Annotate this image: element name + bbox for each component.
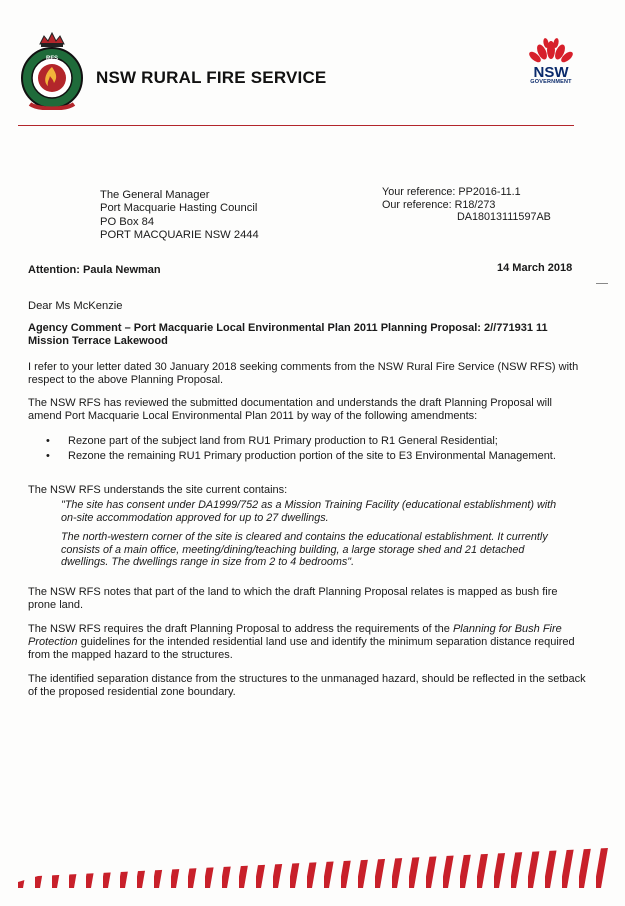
amendment-list	[46, 434, 586, 464]
publication-title: Planning for Bush Fire Protection	[28, 623, 562, 648]
reference-block	[382, 186, 551, 224]
paragraph: The NSW RFS understands the site current contains:	[28, 484, 288, 496]
salutation: Dear Ms McKenzie	[28, 300, 123, 312]
nsw-rfs-crest-icon	[16, 30, 88, 110]
recipient-line: The General Manager	[100, 189, 210, 201]
subject-line: Agency Comment – Port Macquarie Local Environmental Plan 2011 Planning Proposal: 2//771931 11 Mission Terrace Lakewood	[28, 322, 548, 347]
attention-line: Attention: Paula Newman	[28, 264, 161, 276]
nsw-logo-subtitle: GOVERNMENT	[530, 79, 572, 85]
letter-date: 14 March 2018	[497, 262, 573, 274]
our-reference: Our reference: R18/273	[382, 198, 496, 211]
document-id: DA18013111597AB	[457, 211, 551, 224]
fold-mark	[596, 283, 608, 284]
paragraph: The NSW RFS notes that part of the land to which the draft Planning Proposal relates is mapped as bush fire prone land.	[28, 586, 558, 611]
recipient-address	[100, 189, 259, 243]
paragraph: The NSW RFS has reviewed the submitted documentation and understands the draft Planning Proposal will amend Port Macquarie Local Environmental Plan 2011 by way of the following amendments:	[28, 397, 553, 422]
quoted-text: "The site has consent under DA1999/752 as a Mission Training Facility (educational establishment) with on-site accommodation approved for up to 27 dwellings.	[61, 499, 557, 524]
list-item: • Rezone the remaining RU1 Primary production portion of the site to E3 Environmental Management.	[46, 449, 586, 464]
paragraph-text: The NSW RFS requires the draft Planning Proposal to address the requirements of the	[28, 623, 453, 635]
paragraph: I refer to your letter dated 30 January 2018 seeking comments from the NSW Rural Fire Service (NSW RFS) with respect to the above Planning Proposal.	[28, 361, 579, 386]
recipient-line: Port Macquarie Hasting Council	[100, 202, 258, 215]
paragraph	[28, 623, 588, 662]
header-divider	[18, 125, 574, 126]
nsw-logo-wordmark: NSW	[533, 64, 569, 81]
paragraph-text: guidelines for the intended residential land use and identify the minimum separation distance required from the mapped hazard to the structures.	[28, 636, 575, 661]
footer-stripe-band	[18, 842, 608, 888]
your-reference: Your reference: PP2016-11.1	[382, 186, 521, 198]
list-item: • Rezone part of the subject land from RU1 Primary production to R1 General Residential;	[46, 434, 586, 449]
quoted-text: The north-western corner of the site is cleared and contains the educational establishment. It currently consists of a main office, meeting/dining/teaching building, a large storage shed and 21 detached dwellings. The dwellings range in size from 2 to 4 bedrooms".	[61, 531, 548, 569]
svg-text:RFS: RFS	[46, 56, 58, 62]
organisation-name: NSW RURAL FIRE SERVICE	[96, 68, 327, 87]
recipient-line: PORT MACQUARIE NSW 2444	[100, 229, 259, 242]
recipient-line: PO Box 84	[100, 215, 155, 228]
paragraph: The identified separation distance from the structures to the unmanaged hazard, should be reflected in the setback of the proposed residential zone boundary.	[28, 673, 586, 698]
